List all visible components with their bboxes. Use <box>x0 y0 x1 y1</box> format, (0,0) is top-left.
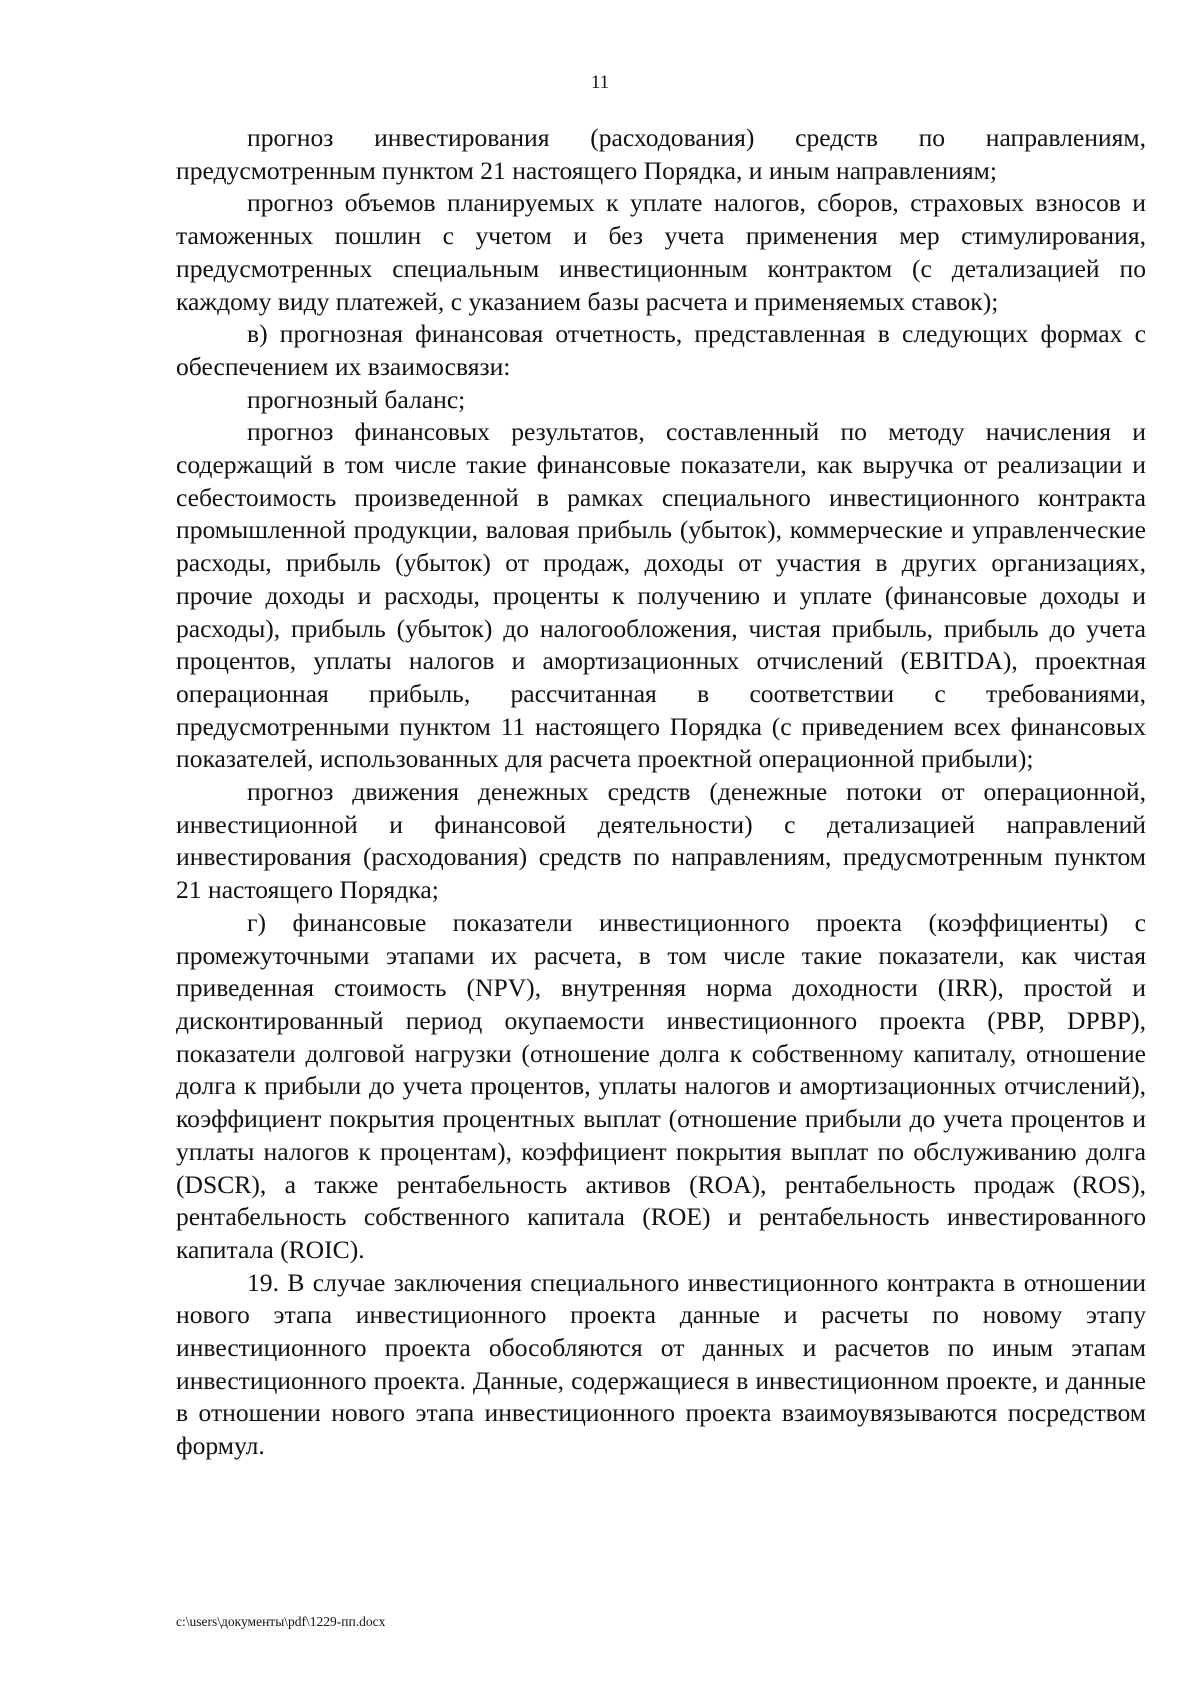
paragraph-forecast-balance: прогнозный баланс; <box>247 384 466 414</box>
footer-file-path: c:\users\документы\pdf\1229-пп.docx <box>176 1614 386 1629</box>
document-body <box>176 122 1146 1463</box>
paragraph-financial-indicators: г) финансовые показатели инвестиционного проекта (коэффициенты) с промежуточными этапами их расчета, в том числе такие показатели, как чистая приведенная стоимость (NPV), внутренняя норма доходности (IRR), простой и дисконтированный период окупаемости инвестиционного проекта (PBP, DPBP), показатели долговой нагрузки (отношение долга к собственному капиталу, отношение долга к прибыли до учета процентов, уплаты налогов и амортизационных отчислений), коэффициент покрытия процентных выплат (отношение прибыли до учета процентов и уплаты налогов к процентам), коэффициент покрытия выплат по обслуживанию долга (DSCR), а также рентабельность активов (ROA), рентабельность продаж (ROS), рентабельность собственного капитала (ROE) и рентабельность инвестированного капитала (ROIC). <box>176 907 1146 1264</box>
paragraph-financial-statements: в) прогнозная финансовая отчетность, представленная в следующих формах с обеспечением их взаимосвязи: <box>176 319 1146 381</box>
paragraph-item-19: 19. В случае заключения специального инвестиционного контракта в отношении нового этапа инвестиционного проекта данные и расчеты по новому этапу инвестиционного проекта обособляются от данных и расчетов по иным этапам инвестиционного проекта. Данные, содержащиеся в инвестиционном проекте, и данные в отношении нового этапа инвестиционного проекта взаимоувязываются посредством формул. <box>176 1267 1146 1461</box>
paragraph-investment-forecast: прогноз инвестирования (расходования) средств по направлениям, предусмотренным пунктом 21 настоящего Порядка, и иным направлениям; <box>176 123 1146 185</box>
paragraph-financial-results: прогноз финансовых результатов, составленный по методу начисления и содержащий в том числе такие финансовые показатели, как выручка от реализации и себестоимость произведенной в рамках специального инвестиционного контракта промышленной продукции, валовая прибыль (убыток), коммерческие и управленческие расходы, прибыль (убыток) от продаж, доходы от участия в других организациях, прочие доходы и расходы, проценты к получению и уплате (финансовые доходы и расходы), прибыль (убыток) до налогообложения, чистая прибыль, прибыль до учета процентов, уплаты налогов и амортизационных отчислений (EBITDA), проектная операционная прибыль, рассчитанная в соответствии с требованиями, предусмотренными пунктом 11 настоящего Порядка (с приведением всех финансовых показателей, использованных для расчета проектной операционной прибыли); <box>176 417 1146 774</box>
paragraph-tax-forecast: прогноз объемов планируемых к уплате налогов, сборов, страховых взносов и таможенных пошлин с учетом и без учета применения мер стимулирования, предусмотренных специальным инвестиционным контрактом (с детализацией по каждому виду платежей, с указанием базы расчета и применяемых ставок); <box>176 188 1146 316</box>
paragraph-cash-flow: прогноз движения денежных средств (денежные потоки от операционной, инвестиционной и финансовой деятельности) с детализацией направлений инвестирования (расходования) средств по направлениям, предусмотренным пунктом 21 настоящего Порядка; <box>176 777 1146 905</box>
page-number: 11 <box>590 72 610 93</box>
